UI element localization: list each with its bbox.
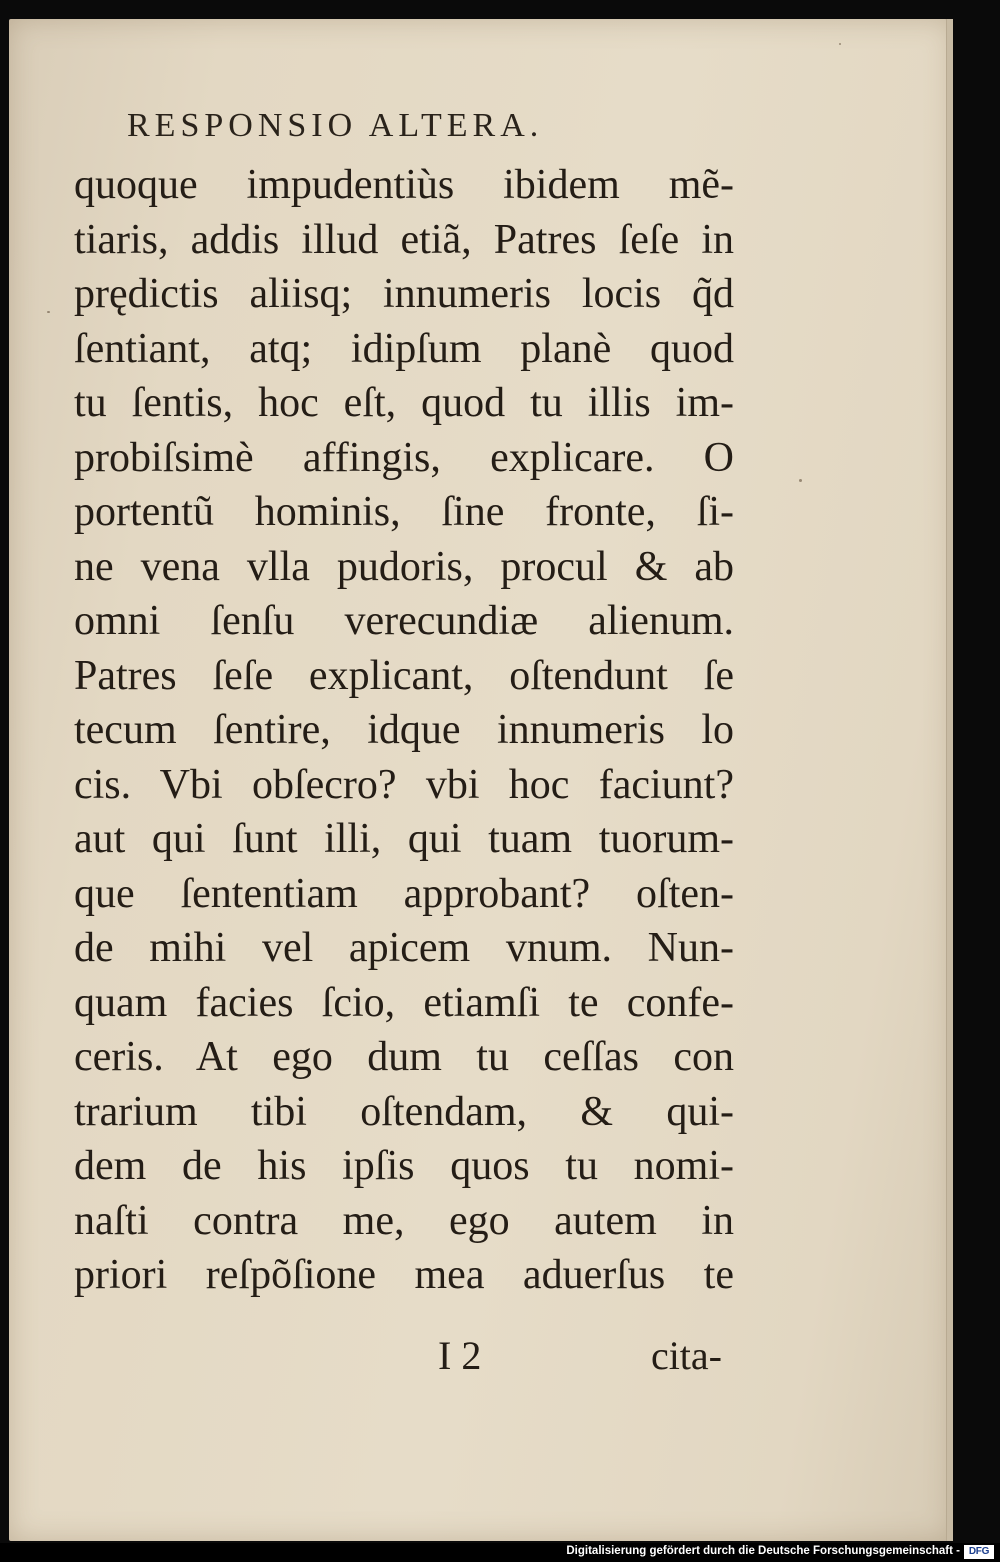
body-text: [74, 158, 734, 1303]
text-line: priori reſpõſione mea aduerſus te: [74, 1252, 734, 1298]
text-line: ceris. At ego dum tu ceſſas con: [74, 1034, 734, 1080]
paper-speck: [47, 311, 50, 313]
footer-credit: Digitalisierung gefördert durch die Deutsche Forschungsgemeinschaft -: [566, 1545, 960, 1557]
text-line: naſti contra me, ego autem in: [74, 1197, 734, 1244]
text-line: quam facies ſcio, etiamſi te confe-: [74, 979, 734, 1026]
text-line: cis. Vbi obſecro? vbi hoc faciunt?: [74, 761, 734, 808]
text-line: portentũ hominis, ſine fronte, ſi-: [74, 489, 734, 535]
running-head: RESPONSIO ALTERA.: [127, 107, 544, 144]
paper-speck: [839, 43, 841, 45]
text-line: probiſsimè affingis, explicare. O: [74, 434, 734, 481]
text-line: ne vena vlla pudoris, procul & ab: [74, 543, 734, 590]
digitization-footer: [0, 1543, 1000, 1562]
dfg-logo: DFG: [964, 1545, 994, 1559]
page-foot-line: [430, 1332, 722, 1388]
text-line: de mihi vel apicem vnum. Nun-: [74, 925, 734, 971]
catchword: cita-: [650, 1333, 722, 1378]
text-line: tecum ſentire, idque innumeris lo: [74, 707, 734, 753]
text-line: que ſententiam approbant? oſten-: [74, 870, 734, 917]
paper-speck: [799, 479, 802, 482]
text-line: tiaris, addis illud etiã, Patres ſeſe in: [74, 216, 734, 263]
signature-mark: I 2: [438, 1333, 482, 1378]
text-line: tu ſentis, hoc eſt, quod tu illis im-: [74, 380, 734, 426]
text-line: Patres ſeſe explicant, oſtendunt ſe: [74, 652, 734, 699]
text-line: prędictis aliisq; innumeris locis q̃d: [74, 271, 734, 317]
text-line: ſentiant, atq; idipſum planè quod: [74, 325, 734, 372]
text-line: trarium tibi oſtendam, & qui-: [74, 1088, 734, 1135]
text-line: dem de his ipſis quos tu nomi-: [74, 1143, 734, 1189]
page-edge: [946, 19, 953, 1541]
text-line: quoque impudentiùs ibidem mẽ-: [74, 162, 734, 208]
text-line: aut qui ſunt illi, qui tuam tuorum-: [74, 816, 734, 862]
text-line: omni ſenſu verecundiæ alienum.: [74, 598, 734, 644]
